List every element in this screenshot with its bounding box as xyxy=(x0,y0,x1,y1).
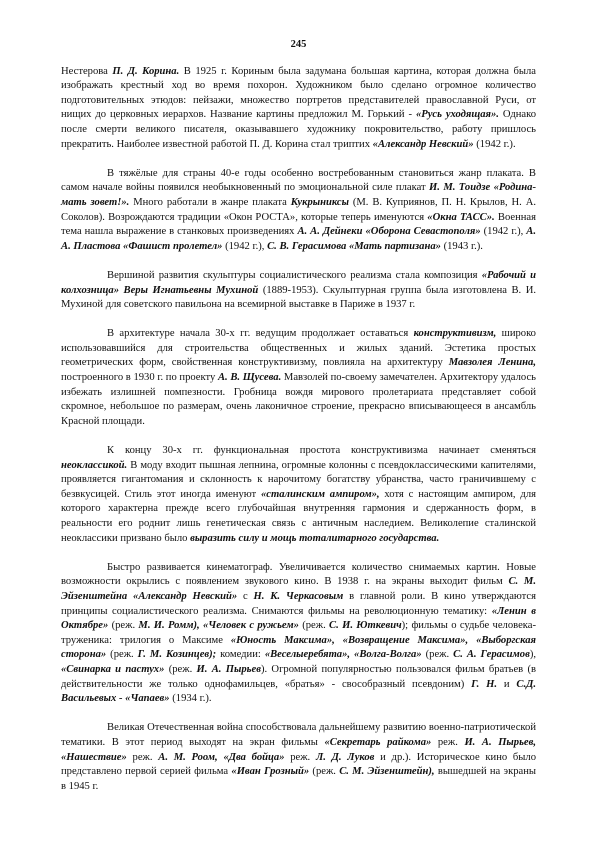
emphasis-text: «Секретарь райкома» xyxy=(324,736,432,748)
paragraph xyxy=(61,327,536,429)
text-run: (реж. xyxy=(106,649,138,661)
emphasis-text: П. Д. Корина. xyxy=(112,65,180,77)
page-number: 245 xyxy=(290,39,307,50)
emphasis-text: «Иван Грозный» xyxy=(231,766,310,778)
text-run: Мавзолей по-своему замечателен. Архитектору удалось избежать излишней помпезности. Гробница вождя мирового пролетариата представляет собой скромное, небольшое по размерам, очень лаконичное строение, прекрасно вписывающееся в ансамбль Красной площади. xyxy=(61,372,536,427)
text-run: вышедшей на экраны в 1945 г. xyxy=(61,766,536,792)
text-run: (1942 г.), xyxy=(480,226,527,238)
text-run: В 1925 г. Кориным была задумана большая картина, которая должна была изображать крестный ход во время похорон. Художником было сделано огромное количество подготовительных этюдов: пейзажи, множество портретов представителей православной Руси, от нищих до церковных иерархов. Название картины предложил М. Горький - xyxy=(61,65,536,121)
text-run: В моду входит пышная лепнина, огромные колонны с псевдоклассическими капителями, проявляется гигантомания и склонность к нарочитому богатству убранства, часто граничившему с безвкусицей. Стиль этот иногда именуют xyxy=(61,459,536,500)
paragraph xyxy=(61,721,536,794)
text-run: (реж. xyxy=(108,620,139,632)
text-run: и др.). Историческое кино было представлено первой серией фильма xyxy=(61,751,537,778)
emphasis-text: «Рабочий и колхозница» Веры Игнатьевны Мухиной xyxy=(61,269,536,296)
emphasis-text: И. А. Пырьев, «Нашествие» xyxy=(61,736,537,763)
emphasis-text: И. А. Пырьев xyxy=(196,663,261,675)
emphasis-text: М. И. Ромм), «Человек с ружьем» xyxy=(138,620,299,632)
text-run: реж. xyxy=(431,736,465,748)
emphasis-text: Н. К. Черкасовым xyxy=(253,590,344,602)
text-run: ), xyxy=(529,649,536,661)
text-run: хотя с настоящим ампиром, для которого характерна прежде всего глубочайшая внутренняя гармония и сдержанность форм, в реальности его роднит лишь генетическая связь с античным наследием. Великолепие сталинской неоклассики призвано было xyxy=(61,488,536,544)
emphasis-text: «Веселыеребята», «Волга-Волга» xyxy=(264,649,422,661)
emphasis-text: Г. М. Козинцев); xyxy=(137,649,217,661)
emphasis-text: С.Д. Васильевых - «Чапаев» xyxy=(61,678,537,705)
text-run: (1943 г.). xyxy=(440,240,483,252)
text-run: К концу 30-х гг. функциональная простота конструктивизма начинает сменяться xyxy=(107,445,536,457)
text-run: (реж. xyxy=(309,766,340,778)
text-run: и xyxy=(497,678,517,690)
paragraph xyxy=(61,65,536,153)
paragraph xyxy=(61,444,536,546)
text-run: (1942 г.), xyxy=(222,240,268,252)
text-run: ); фильмы о судьбе человека-труженика: трилогия о Максиме xyxy=(61,620,536,646)
text-run: ). Огромной популярностью пользовался фильм братьев (в действительности же только однофамильцев, «братья» - свособразный псевдоним) xyxy=(61,663,536,690)
emphasis-text: «Окна ТАСС». xyxy=(427,211,495,223)
paragraph xyxy=(61,269,536,313)
emphasis-text: Кукрыниксы xyxy=(290,196,349,208)
text-run: Военная тема нашла выражение в станковых произведениях xyxy=(61,211,536,238)
text-run: в главной роли. В кино утверждаются принципы социалистического реализма. Снимаются фильмы на революционную тематику: xyxy=(61,590,536,617)
emphasis-text: «Ленин в Октябре» xyxy=(61,605,536,632)
text-run: Быстро развивается кинематограф. Увеличивается количество снимаемых картин. Новые возможности окрылись с появлением звукового кино. В 1938 г. на экраны выходит фильм xyxy=(61,561,536,588)
emphasis-text: А. А. Дейнеки «Оборона Севастополя» xyxy=(297,226,481,238)
text-run: Нестерова xyxy=(61,65,113,77)
emphasis-text: С. А. Герасимов xyxy=(453,649,530,661)
text-run: В тяжёлые для страны 40-е годы особенно востребованным становиться жанр плаката. В самом начале войны появился необыкновенный по эмоциональной силе плакат xyxy=(61,167,536,194)
emphasis-text: А. М. Роом, «Два бойца» xyxy=(158,751,285,763)
emphasis-text: «Свинарка и пастух» xyxy=(61,663,165,675)
text-run: (реж. xyxy=(298,620,330,632)
emphasis-text: Мавзолея Ленина, xyxy=(448,357,536,369)
text-run: широко использовавшийся для строительства общественных и жилых зданий. Эстетика простых геометрических форм, свойственная конструктивизму, повлияла на архитектуру xyxy=(61,328,536,369)
emphasis-text: «Русь уходящая». xyxy=(415,109,499,121)
paragraph xyxy=(61,167,536,255)
text-run: Великая Отечественная война способствовала дальнейшему развитию военно-патриотической тематики. В этот период выходят на экран фильмы xyxy=(61,722,536,748)
text-run: (1942 г.). xyxy=(473,138,516,150)
text-run: реж. xyxy=(126,751,159,763)
emphasis-text: С. И. Юткевич xyxy=(329,620,402,632)
emphasis-text: выразить силу и мощь тоталитарного государства. xyxy=(190,532,440,544)
emphasis-text: «сталинским ампиром», xyxy=(261,488,380,500)
emphasis-text: С. М. Эйзенштейна «Александр Невский» xyxy=(61,576,536,602)
text-run: Однако после смерти великого писателя, оказывавшего художнику покровительство, работу пришлось прекратить. Наиболее известной работой П. Д. Корина стал триптих xyxy=(61,109,537,150)
text-run: (1934 г.). xyxy=(169,693,212,705)
emphasis-text: А. А. Пластова «Фашист пролетел» xyxy=(61,226,536,252)
emphasis-text: «Юность Максима», «Возвращение Максима», «Выборгская сторона» xyxy=(61,634,536,661)
emphasis-text: конструктивизм, xyxy=(413,328,497,340)
body-text xyxy=(61,65,536,795)
text-run: Много работали в жанре плаката xyxy=(129,196,291,208)
emphasis-text: Л. Д. Луков xyxy=(315,751,375,763)
text-run: (реж. xyxy=(421,649,454,661)
text-run: (М. В. Куприянов, П. Н. Крылов, Н. А. Соколов). Возрождаются традиции «Окон РОСТА», которые теперь именуются xyxy=(61,196,536,223)
emphasis-text: неоклассикой. xyxy=(61,459,128,471)
text-run: с xyxy=(237,590,254,602)
paragraph xyxy=(61,561,536,707)
emphasis-text: И. М. Тоидзе «Родина-мать зовет!». xyxy=(61,182,536,208)
emphasis-text: С. М. Эйзенштейн), xyxy=(339,766,435,778)
text-run: реж. xyxy=(284,751,316,763)
text-run: (1889-1953). Скульптурная группа была изготовлена В. И. Мухиной для советского павильона на всемирной выставке в Париже в 1937 г. xyxy=(61,284,536,311)
emphasis-text: Г. Н. xyxy=(471,678,498,690)
text-run: построенного в 1930 г. по проекту xyxy=(61,372,218,384)
emphasis-text: «Александр Невский» xyxy=(372,138,474,150)
text-run: (реж. xyxy=(164,663,197,675)
text-run: Вершиной развития скульптуры социалистического реализма стала композиция xyxy=(107,269,482,281)
text-run: комедии: xyxy=(216,649,265,661)
emphasis-text: А. В. Щусева. xyxy=(217,372,282,384)
text-run: В архитектуре начала 30-х гг. ведущим продолжает оставаться xyxy=(107,328,414,340)
emphasis-text: С. В. Герасимова «Мать партизана» xyxy=(267,240,441,252)
